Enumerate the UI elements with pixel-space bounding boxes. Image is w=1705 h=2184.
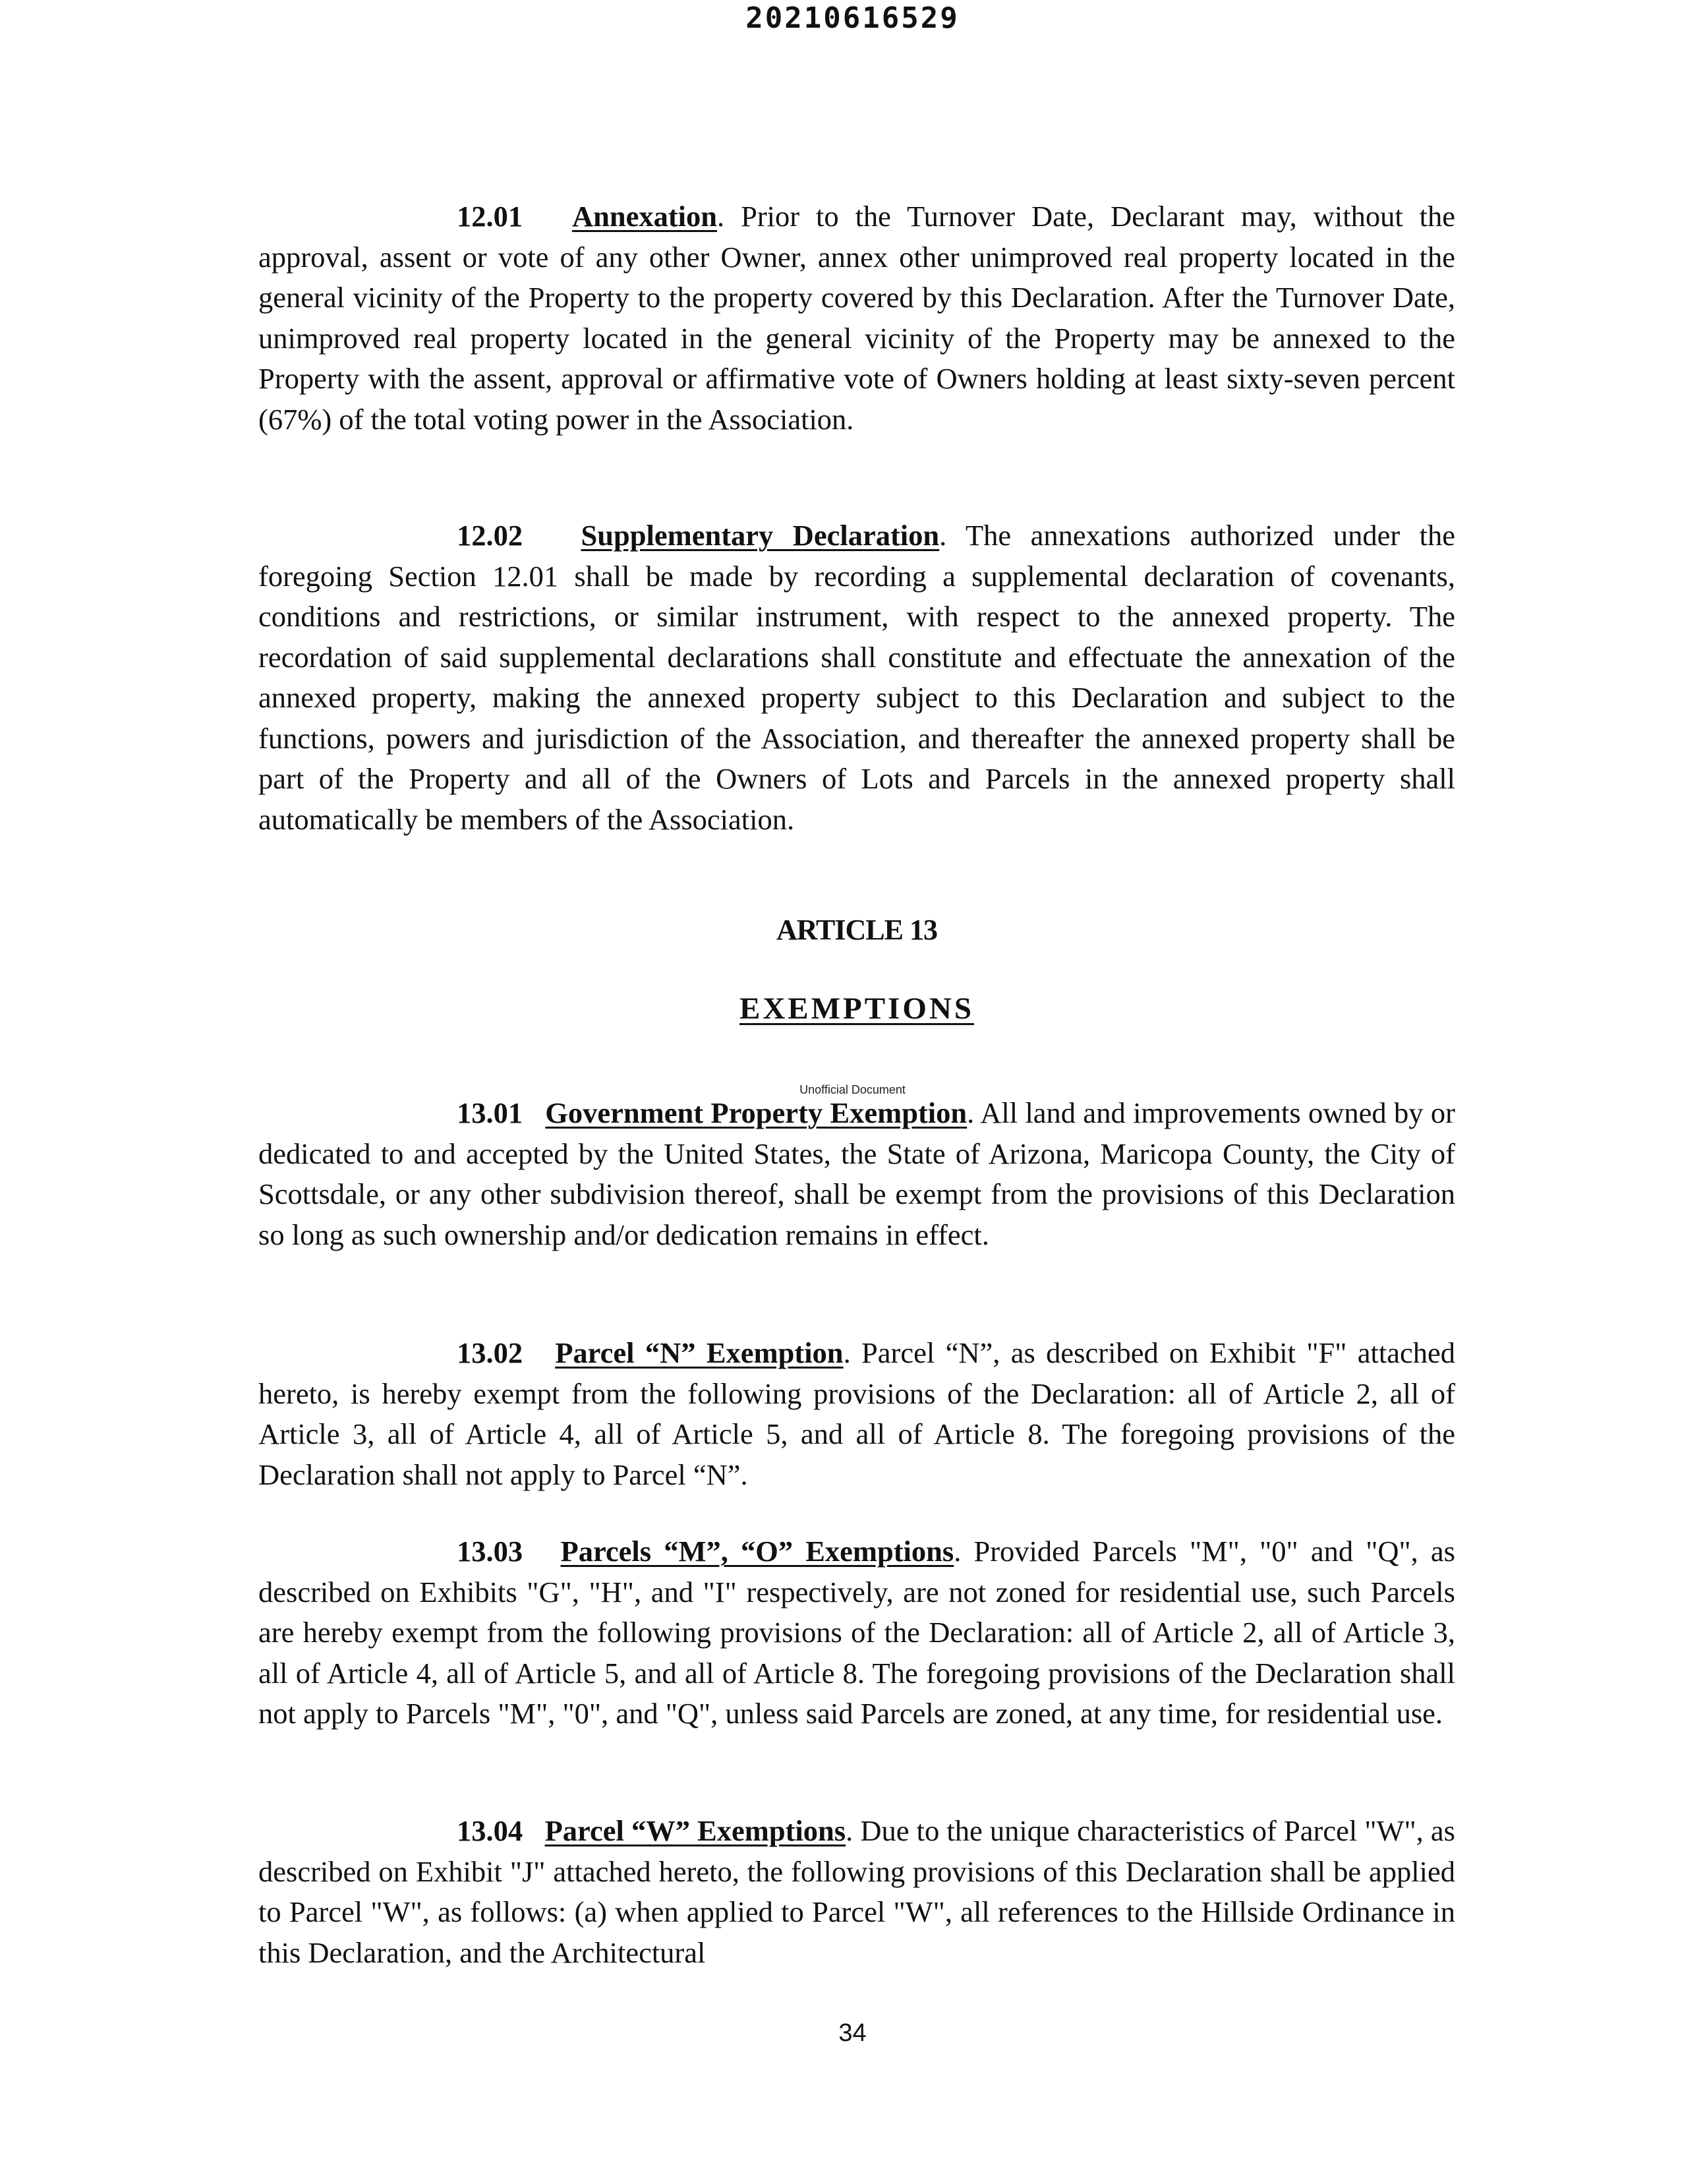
section-12-01 — [258, 196, 1455, 440]
section-number: 13.04 — [457, 1814, 523, 1847]
section-number: 12.01 — [457, 200, 523, 233]
section-12-02 — [258, 516, 1455, 840]
article-number: ARTICLE 13 — [776, 914, 937, 946]
section-paragraph — [258, 196, 1455, 440]
section-number: 12.02 — [457, 519, 523, 552]
section-13-04 — [258, 1811, 1455, 1973]
section-13-01 — [258, 1093, 1455, 1255]
unofficial-document-watermark: Unofficial Document — [799, 1083, 906, 1096]
section-title: Government Property Exemption — [545, 1096, 968, 1129]
section-number: 13.02 — [457, 1336, 523, 1369]
section-number: 13.01 — [457, 1096, 523, 1129]
section-paragraph — [258, 516, 1455, 840]
article-title: EXEMPTIONS — [739, 991, 974, 1026]
section-title: Annexation — [571, 200, 718, 233]
section-text: . All land and improvements owned by or dedicated to and accepted by the United States, the State of Arizona, Maricopa County, the City of Scottsdale, or any other subdivision thereof, shall be exempt from the provisions of this Declaration so long as such ownership and/or dedication remains in effect. — [258, 1096, 1455, 1251]
section-title: Parcel “W” Exemptions — [544, 1814, 846, 1847]
section-13-03 — [258, 1531, 1455, 1734]
section-paragraph — [258, 1811, 1455, 1973]
section-paragraph — [258, 1333, 1455, 1495]
section-number: 13.03 — [457, 1535, 523, 1568]
section-text: . Due to the unique characteristics of Parcel "W", as described on Exhibit "J" attached hereto, the following provisions of this Declaration shall be applied to Parcel "W", as follows: (a) when applied to Parcel "W", all references to the Hillside Ordinance in this Declaration, and the Architectural — [258, 1814, 1455, 1969]
document-number: 20210616529 — [745, 1, 960, 35]
section-paragraph — [258, 1531, 1455, 1734]
section-paragraph — [258, 1093, 1455, 1255]
section-text: . Provided Parcels "M", "0" and "Q", as described on Exhibits "G", "H", and "I" respectively, are not zoned for residential use, such Parcels are hereby exempt from the following provisions of the Declaration: all of Article 2, all of Article 3, all of Article 4, all of Article 5, and all of Article 8. The foregoing provisions of the Declaration shall not apply to Parcels "M", "0", and "Q", unless said Parcels are zoned, at any time, for residential use. — [258, 1535, 1455, 1730]
section-text: . Parcel “N”, as described on Exhibit "F" attached hereto, is hereby exempt from the following provisions of the Declaration: all of Article 2, all of Article 3, all of Article 4, all of Article 5, and all of Article 8. The foregoing provisions of the Declaration shall not apply to Parcel “N”. — [258, 1336, 1456, 1491]
section-text: . The annexations authorized under the foregoing Section 12.01 shall be made by recording a supplemental declaration of covenants, conditions and restrictions, or similar instrument, with respect to the annexed property. The recordation of said supplemental declarations shall constitute and effectuate the annexation of the annexed property, making the annexed property subject to this Declaration and subject to the functions, powers and jurisdiction of the Association, and thereafter the annexed property shall be part of the Property and all of the Owners of Lots and Parcels in the annexed property shall automatically be members of the Association. — [258, 519, 1456, 836]
page-number: 34 — [838, 2019, 867, 2047]
section-text: . Prior to the Turnover Date, Declarant may, without the approval, assent or vote of any other Owner, annex other unimproved real property located in the general vicinity of the Property to the property covered by this Declaration. After the Turnover Date, unimproved real property located in the general vicinity of the Property may be annexed to the Property with the assent, approval or affirmative vote of Owners holding at least sixty-seven percent (67%) of the total voting power in the Association. — [258, 200, 1456, 436]
section-title: Parcel “N” Exemption — [555, 1336, 844, 1369]
section-title: Parcels “M”, “O” Exemptions — [560, 1535, 954, 1568]
section-title: Supplementary Declaration — [581, 519, 940, 552]
section-13-02 — [258, 1333, 1455, 1495]
